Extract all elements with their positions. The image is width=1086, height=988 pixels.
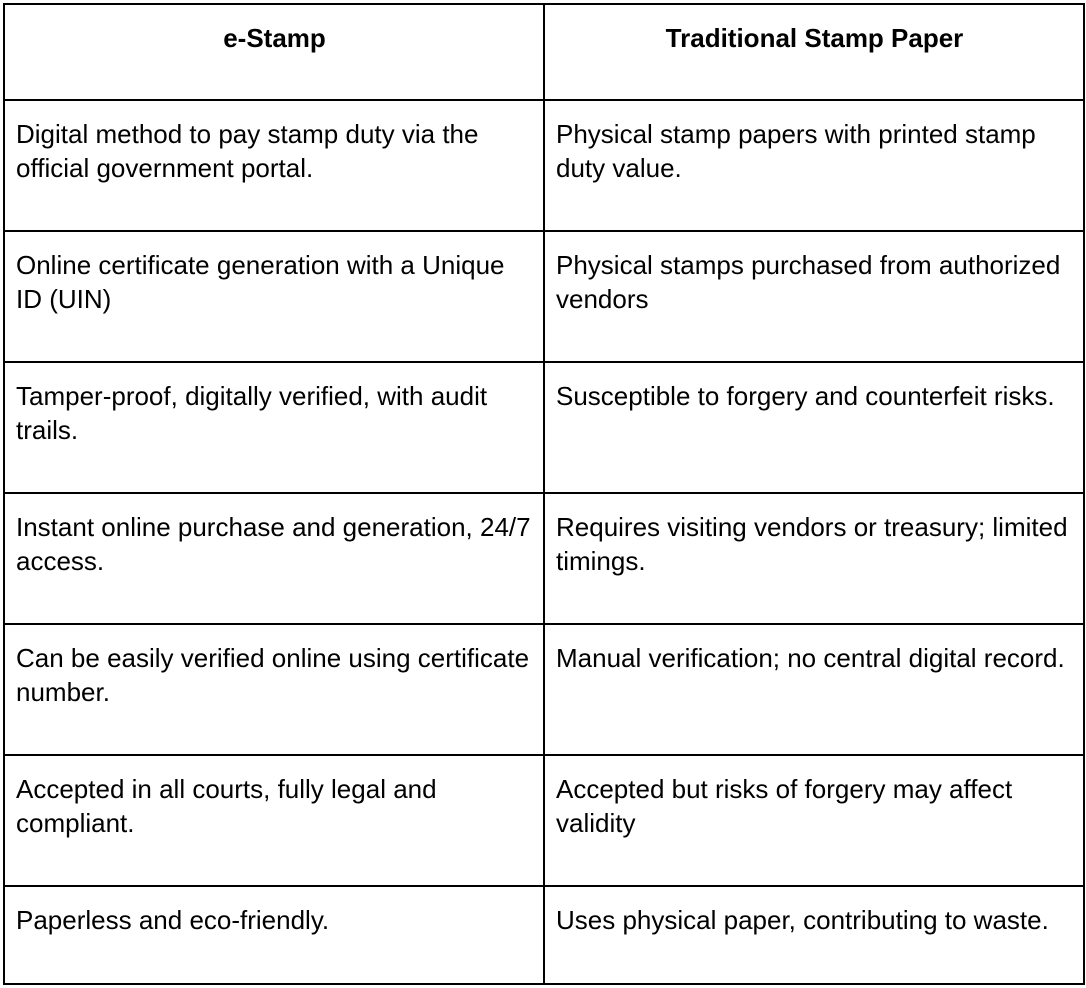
traditional-cell: Accepted but risks of forgery may affect validity [544,755,1084,886]
traditional-cell: Physical stamps purchased from authorized vendors [544,231,1084,362]
table-row [4,755,1084,886]
traditional-cell: Manual verification; no central digital record. [544,624,1084,755]
estamp-cell: Tamper-proof, digitally verified, with audit trails. [4,362,544,493]
table-row [4,624,1084,755]
estamp-cell: Online certificate generation with a Unique ID (UIN) [4,231,544,362]
header-traditional-stamp-paper: Traditional Stamp Paper [544,4,1084,100]
estamp-cell: Digital method to pay stamp duty via the official government portal. [4,100,544,231]
table-row [4,231,1084,362]
comparison-table [3,3,1085,985]
table-header-row [4,4,1084,100]
traditional-cell: Requires visiting vendors or treasury; limited timings. [544,493,1084,624]
traditional-cell: Physical stamp papers with printed stamp duty value. [544,100,1084,231]
table-row [4,100,1084,231]
estamp-cell: Can be easily verified online using certificate number. [4,624,544,755]
table-row [4,886,1084,984]
estamp-cell: Instant online purchase and generation, 24/7 access. [4,493,544,624]
estamp-cell: Paperless and eco-friendly. [4,886,544,984]
table-row [4,362,1084,493]
traditional-cell: Uses physical paper, contributing to waste. [544,886,1084,984]
table-row [4,493,1084,624]
traditional-cell: Susceptible to forgery and counterfeit risks. [544,362,1084,493]
header-estamp: e-Stamp [4,4,544,100]
estamp-cell: Accepted in all courts, fully legal and compliant. [4,755,544,886]
